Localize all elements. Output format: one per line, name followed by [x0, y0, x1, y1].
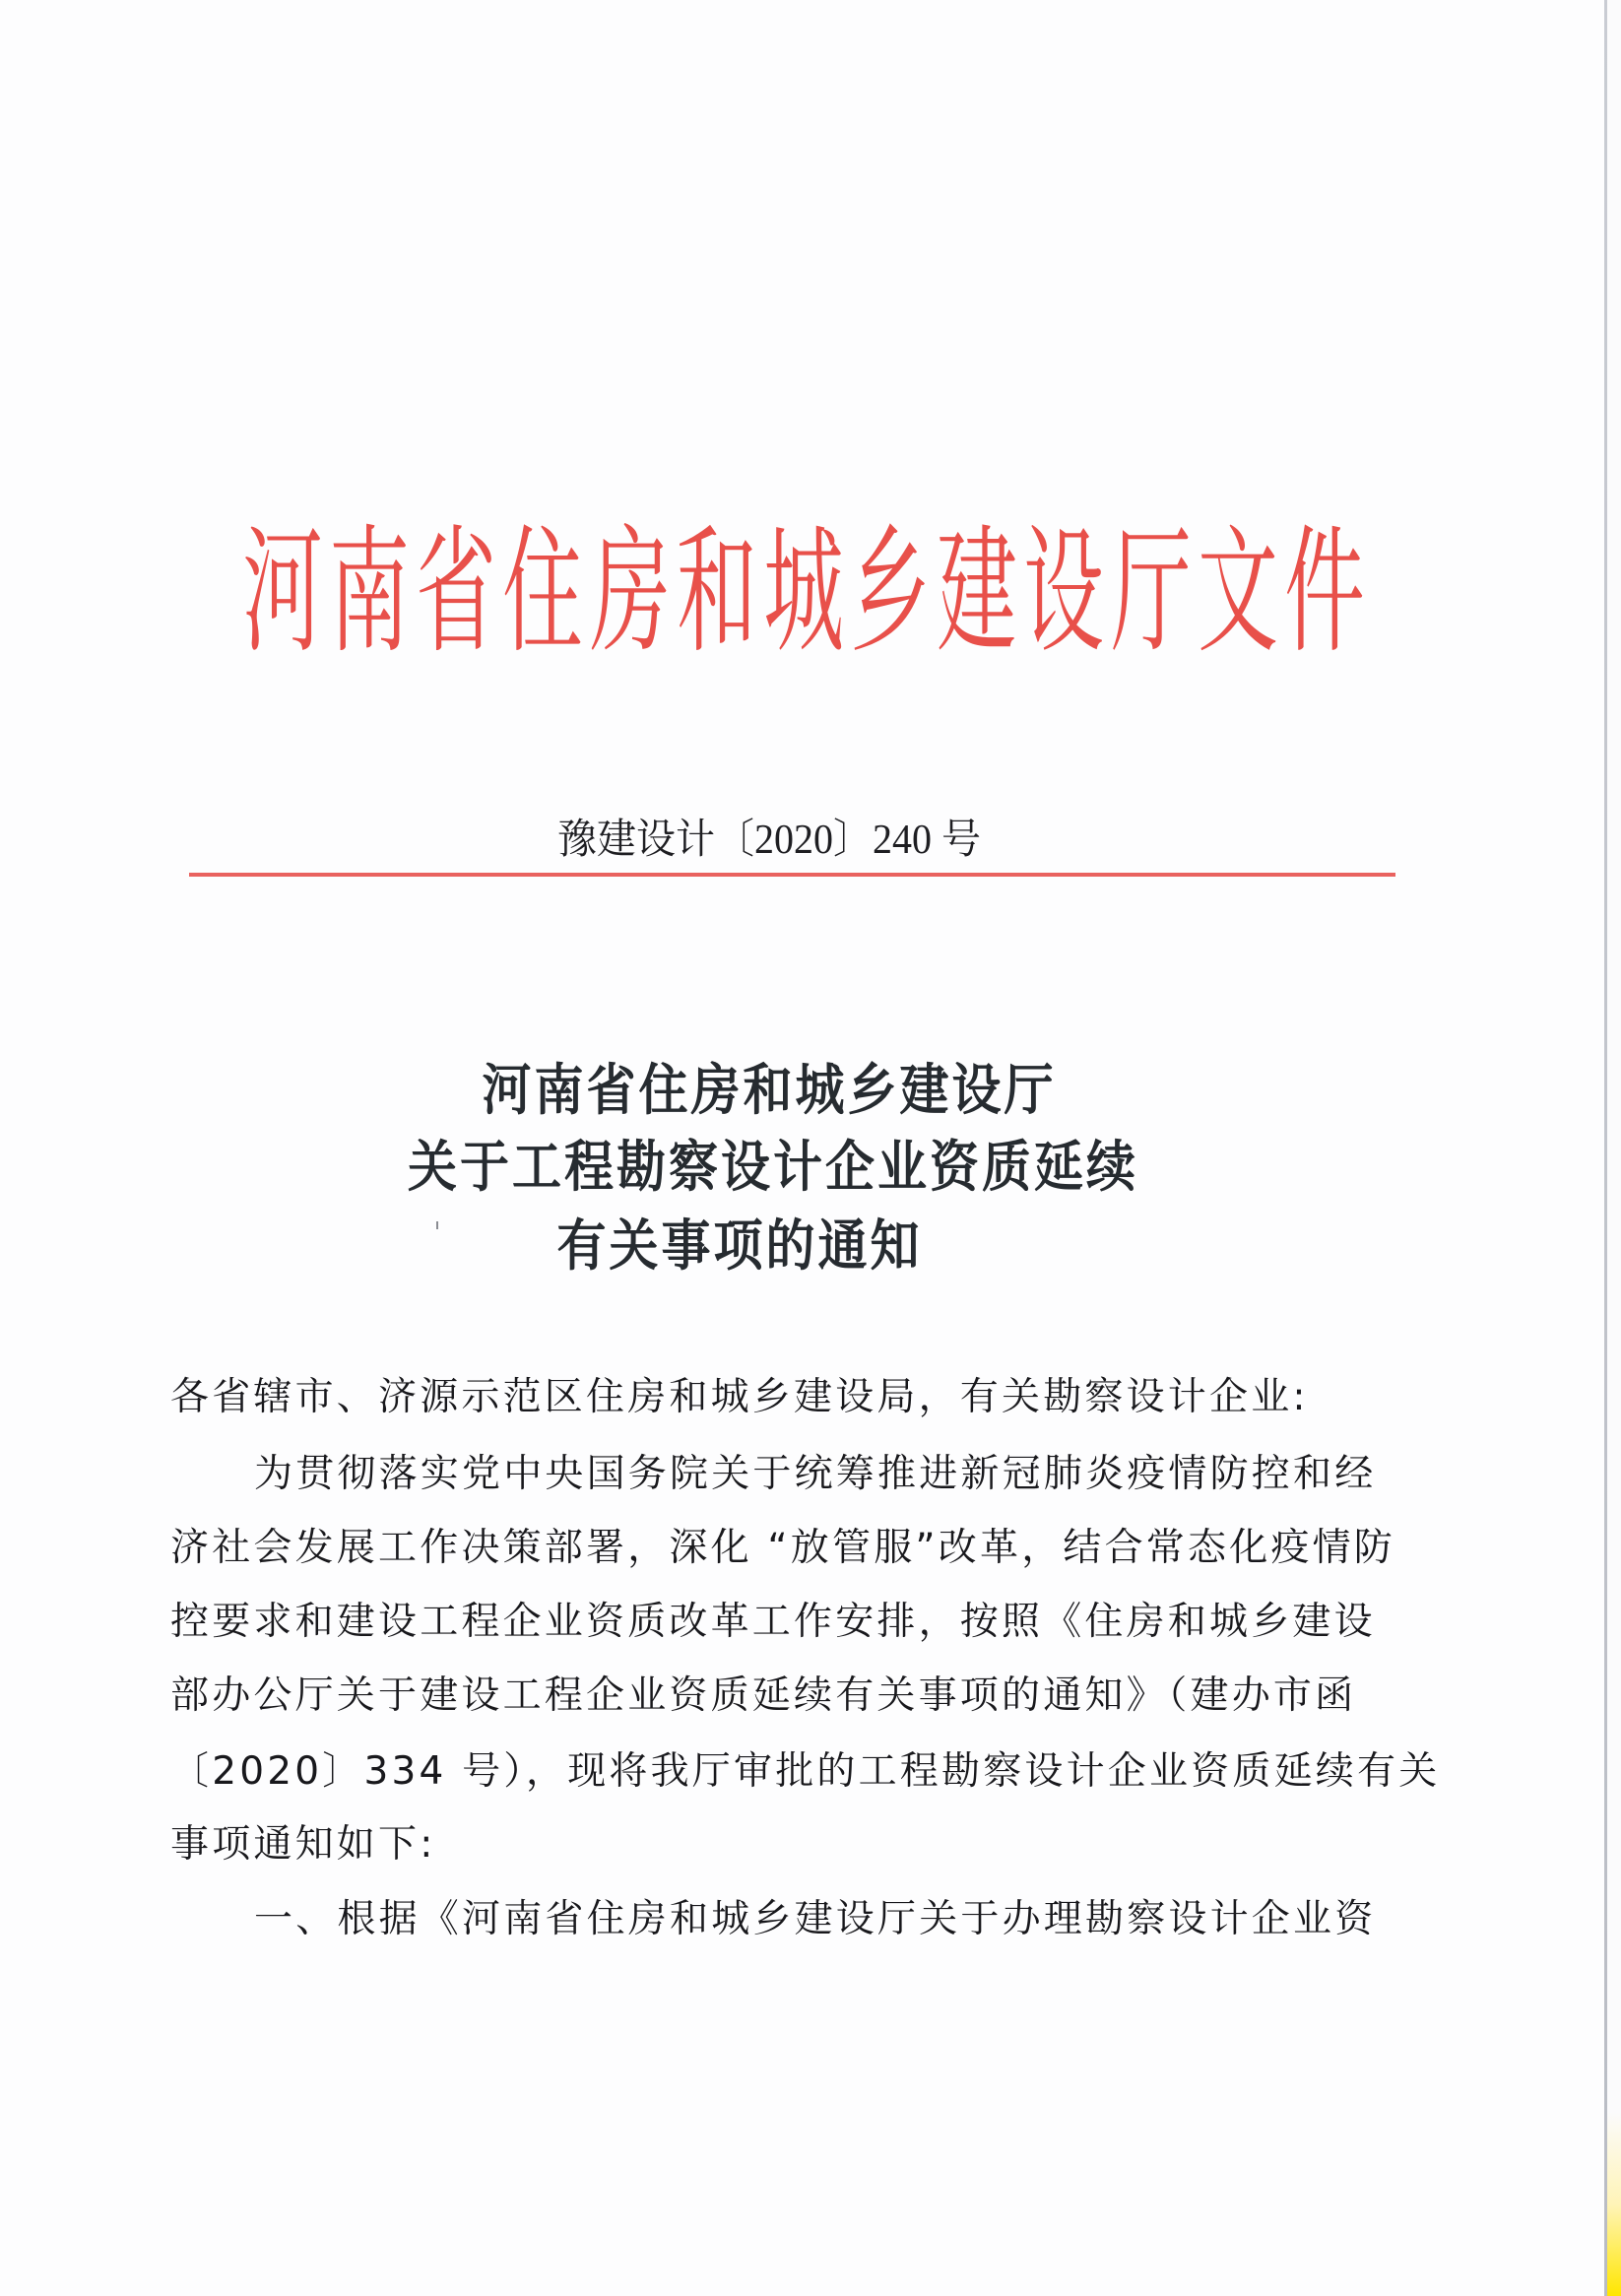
scan-speck: [436, 1221, 438, 1229]
masthead-char: 件: [1284, 513, 1365, 673]
masthead-char: 厅: [1110, 513, 1192, 673]
masthead-char: 乡: [850, 513, 931, 673]
masthead-char: 建: [937, 513, 1018, 673]
masthead-char: 南: [329, 513, 411, 673]
masthead-char: 住: [502, 513, 584, 673]
title-line-2: [0, 1134, 1584, 1200]
masthead-char: 省: [416, 513, 497, 673]
masthead-red-header: [239, 513, 1368, 673]
title-line-3: [0, 1213, 1550, 1279]
scan-edge-strip: [1607, 0, 1621, 2296]
masthead-char: 和: [676, 513, 757, 673]
masthead-char: 文: [1197, 513, 1278, 673]
masthead-char: 设: [1023, 513, 1105, 673]
masthead-char: 城: [763, 513, 844, 673]
paragraph-1-line: 部办公厅关于建设工程企业资质延续有关事项的通知》（建办市函: [170, 1673, 1357, 1718]
salutation: 各省辖市、济源示范区住房和城乡建设局，有关勘察设计企业:: [170, 1375, 1309, 1419]
title-text: 有关事项的通知: [556, 1213, 923, 1279]
paragraph-1-line: 事项通知如下:: [170, 1822, 436, 1867]
paragraph-1-line: 控要求和建设工程企业资质改革工作安排，按照《住房和城乡建设: [170, 1600, 1376, 1644]
document-number: 豫建设计〔2020〕240 号: [557, 816, 981, 863]
masthead-char: 房: [589, 513, 671, 673]
red-separator-rule: [189, 873, 1395, 877]
title-text: 关于工程勘察设计企业资质延续: [408, 1134, 1138, 1200]
paragraph-2-line: 一、根据《河南省住房和城乡建设厅关于办理勘察设计企业资: [254, 1897, 1377, 1941]
paragraph-1-line: 为贯彻落实党中央国务院关于统筹推进新冠肺炎疫情防控和经: [254, 1452, 1377, 1496]
title-text: 河南省住房和城乡建设厅: [482, 1057, 1057, 1123]
paragraph-1-line: 〔2020〕334 号），现将我厅审批的工程勘察设计企业资质延续有关: [170, 1749, 1441, 1794]
paragraph-1-line: 济社会发展工作决策部署，深化 “放管服”改革，结合常态化疫情防: [170, 1526, 1396, 1570]
title-line-1: [0, 1057, 1580, 1123]
masthead-char: 河: [242, 513, 323, 673]
